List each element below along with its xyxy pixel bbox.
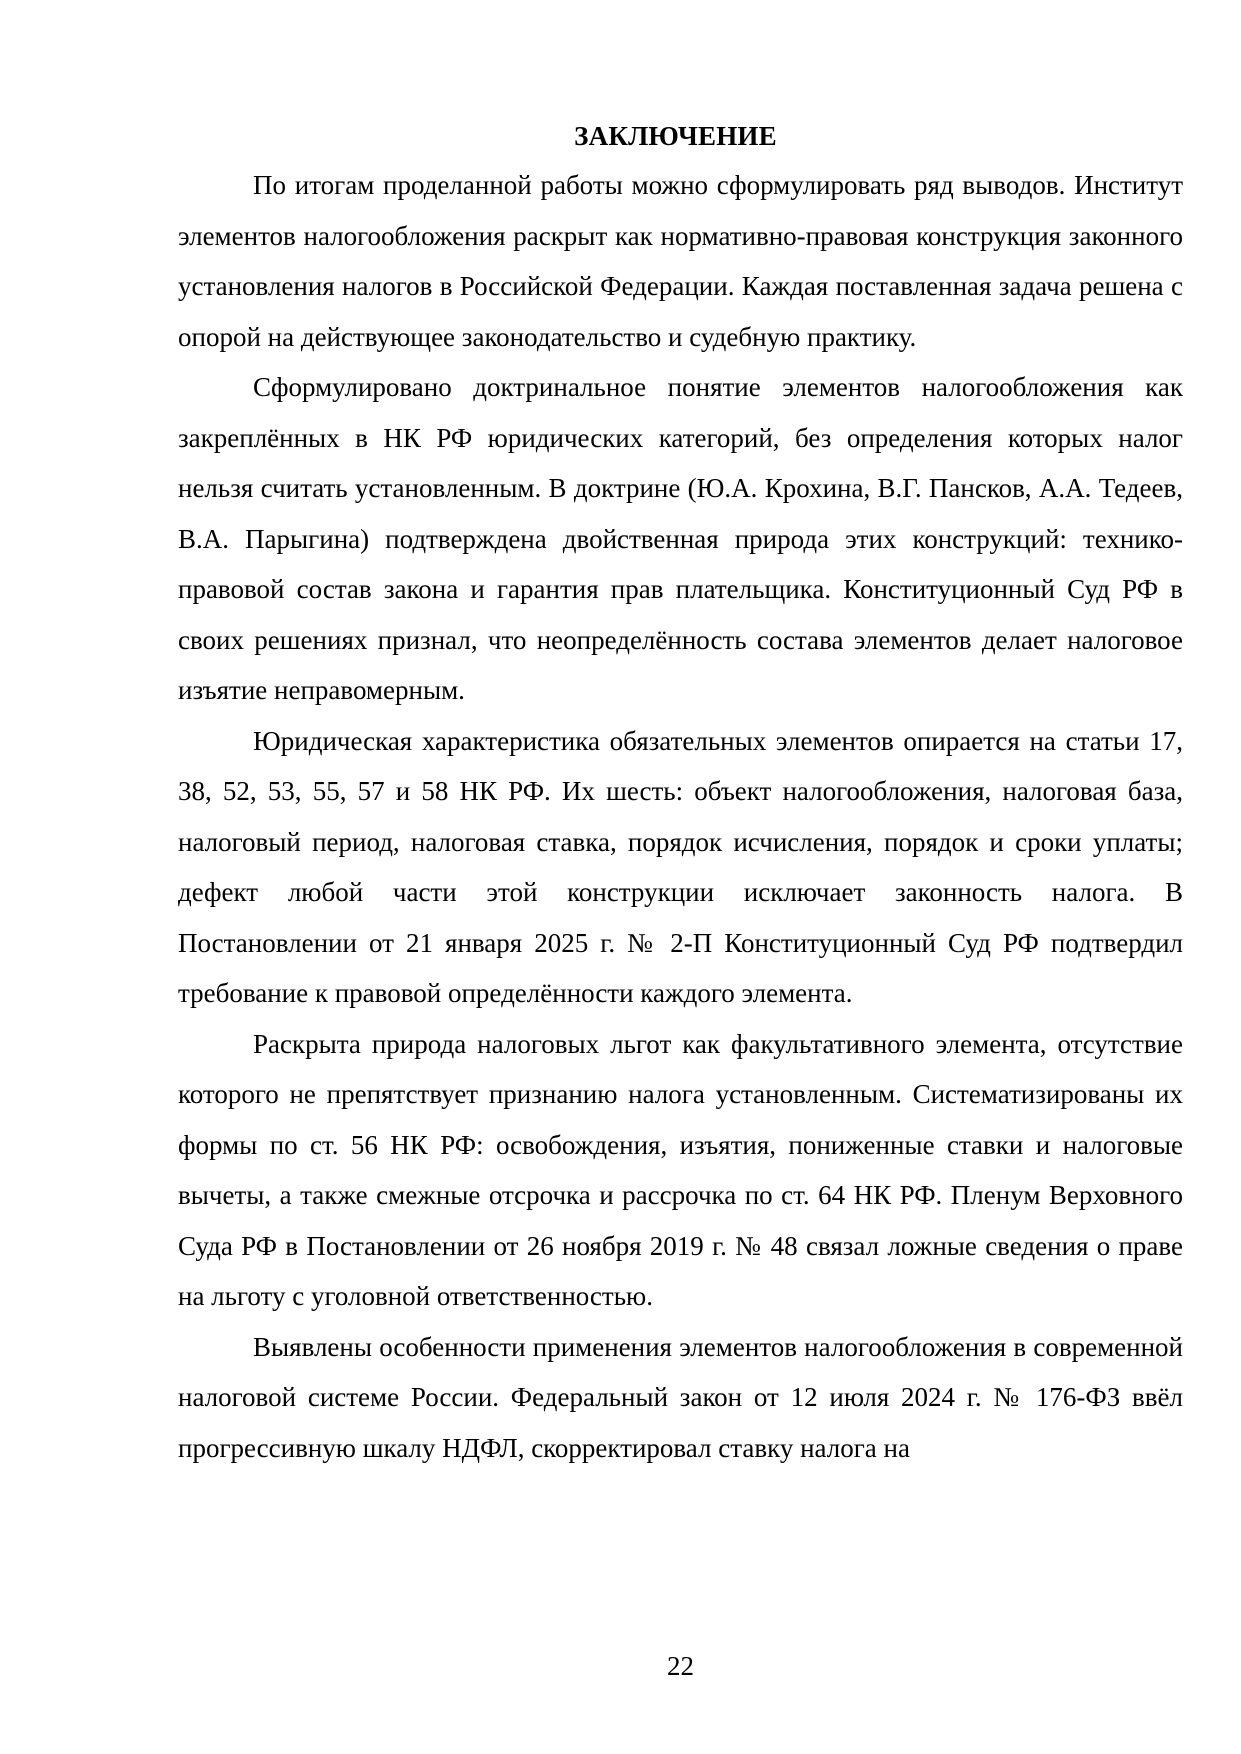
paragraph: Раскрыта природа налоговых льгот как факультативного элемента, отсутствие которого не препятствует признанию налога установленным. Систематизированы их формы по ст. 56 НК РФ: освобождения, изъятия, пониженные ставки и налоговые вычеты, а также смежные отсрочка и рассрочка по ст. 64 НК РФ. Пленум Верховного Суда РФ в Постановлении от 26 ноября 2019 г. № 48 связал ложные сведения о праве на льготу с уголовной ответственностью. xyxy=(178,1028,1183,1311)
page-number: 22 xyxy=(667,1651,694,1681)
paragraph: Выявлены особенности применения элементов налогообложения в современной налоговой системе России. Федеральный закон от 12 июля 2024 г. № 176-ФЗ ввёл прогрессивную шкалу НДФЛ, скорректировал ставку налога на xyxy=(178,1331,1183,1463)
section-heading: ЗАКЛЮЧЕНИЕ xyxy=(574,121,777,151)
paragraph: По итогам проделанной работы можно сформулировать ряд выводов. Институт элементов налогообложения раскрыт как нормативно-правовая конструкция законного установления налогов в Российской Федерации. Каждая поставленная задача решена с опорой на действующее законодательство и судебную практику. xyxy=(178,170,1183,352)
document-body xyxy=(178,160,1183,1473)
paragraph: Сформулировано доктринальное понятие элементов налогообложения как закреплённых в НК РФ юридических категорий, без определения которых налог нельзя считать установленным. В доктрине (Ю.А. Крохина, В.Г. Пансков, А.А. Тедеев, В.А. Парыгина) подтверждена двойственная природа этих конструкций: технико-правовой состав закона и гарантия прав плательщика. Конституционный Суд РФ в своих решениях признал, что неопределённость состава элементов делает налоговое изъятие неправомерным. xyxy=(178,372,1183,705)
paragraph: Юридическая характеристика обязательных элементов опирается на статьи 17, 38, 52, 53, 55, 57 и 58 НК РФ. Их шесть: объект налогообложения, налоговая база, налоговый период, налоговая ставка, порядок исчисления, порядок и сроки уплаты; дефект любой части этой конструкции исключает законность налога. В Постановлении от 21 января 2025 г. № 2-П Конституционный Суд РФ подтвердил требование к правовой определённости каждого элемента. xyxy=(178,725,1183,1008)
